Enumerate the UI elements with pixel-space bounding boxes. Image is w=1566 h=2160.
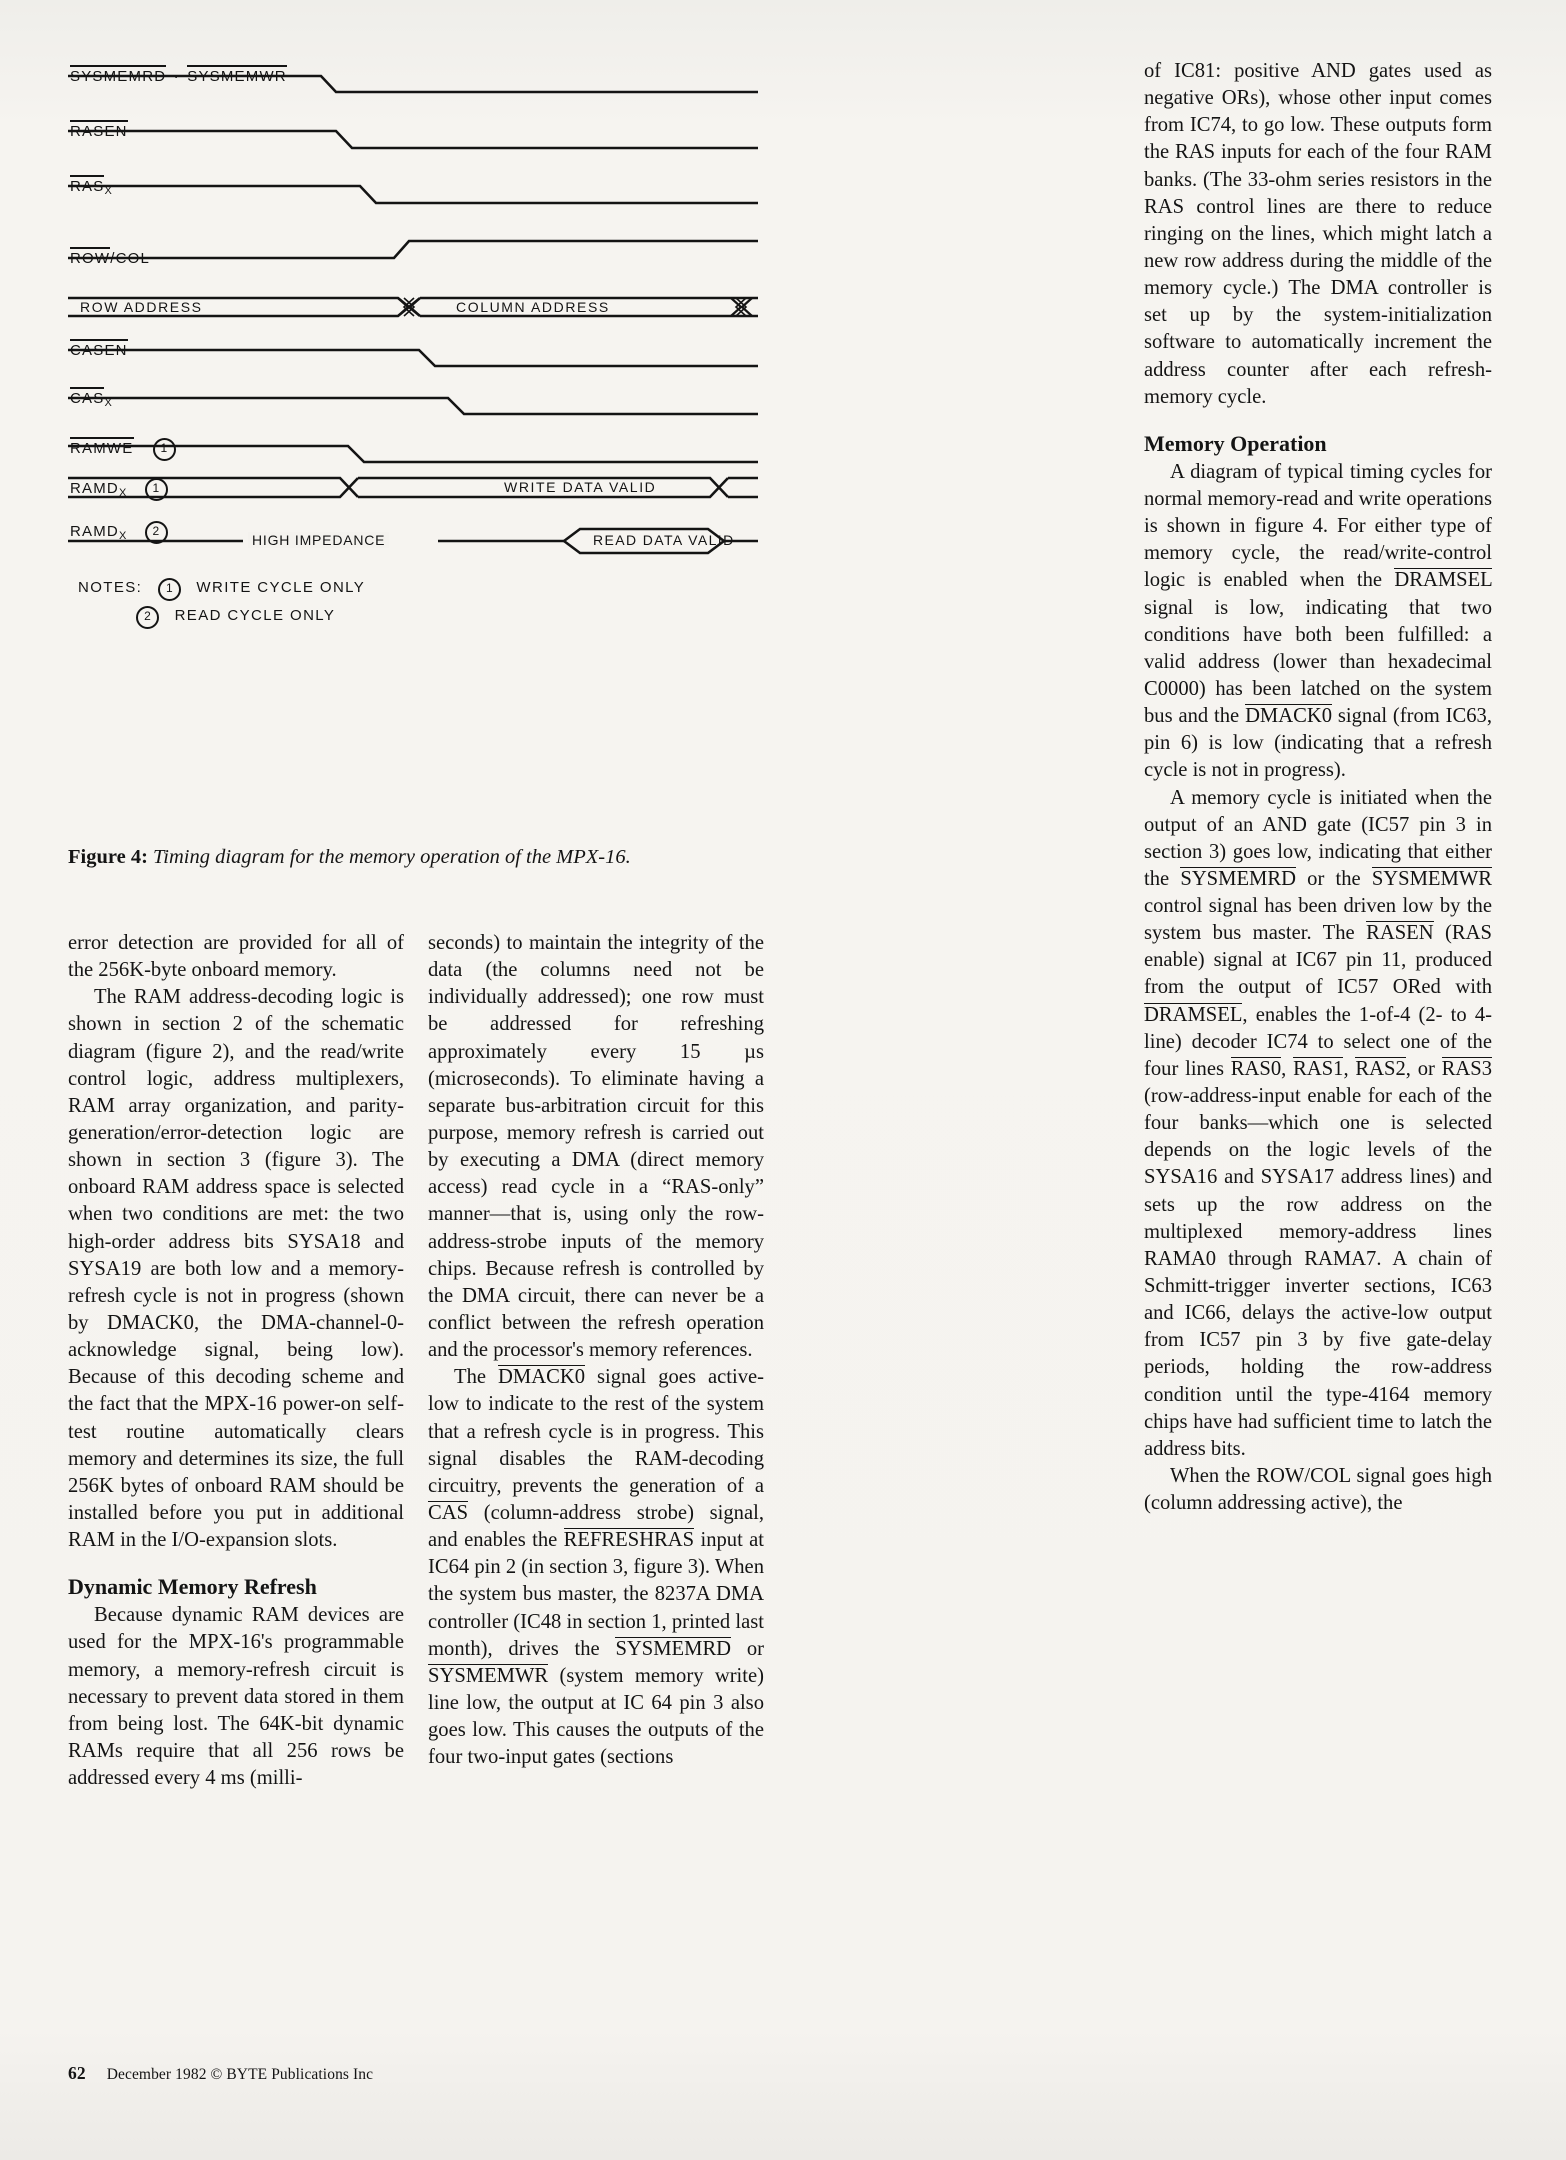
section-heading-memory-operation: Memory Operation: [1144, 430, 1327, 456]
notes-line-1: [78, 578, 365, 601]
paragraph: of IC81: positive AND gates used as negative ORs), whose other input comes from IC74, to go low. These outputs form the RAS inputs for each of the four RAM banks. (The 33-ohm series resistors in the RAS control lines are there to reduce ringing on the lines, which might latch a new row address during the middle of the memory cycle.) The DMA controller is set up by the system-initialization software to automatically increment the address counter after each refresh-memory cycle.: [1144, 60, 1492, 408]
page-number: 62: [68, 2063, 86, 2083]
column-left: [68, 930, 404, 1792]
data-label-write-valid: WRITE DATA VALID: [504, 479, 657, 495]
signal-label-sysmem: SYSMEMRD · SYSMEMWR: [70, 68, 287, 85]
paragraph: When the ROW/COL signal goes high (column addressing active), the: [1144, 1465, 1492, 1515]
paragraph: A diagram of typical timing cycles for normal memory-read and write operations is shown in figure 4. For either type of memory cycle, the read/write-control logic is enabled when the DRAMSEL signal is low, indicating that two conditions have both been fulfilled: a valid address (lower than hexadecimal C0000) has been latched on the system bus and the DMACK0 signal (from IC63, pin 6) is low (indicating that a refresh cycle is not in progress).: [1144, 460, 1492, 782]
paragraph: seconds) to maintain the integrity of the data (the columns need not be individually addressed); one row must be addressed for refreshing approximately every 15 µs (microseconds). To eliminate having a separate bus-arbitration circuit for this purpose, memory refresh is carried out by executing a DMA (direct memory access) read cycle in a “RAS-only” manner—that is, using only the row-address-strobe inputs of the memory chips. Because refresh is controlled by the DMA circuit, there can never be a conflict between the refresh operation and the processor's memory references.: [428, 932, 764, 1362]
section-heading-dynamic-memory-refresh: Dynamic Memory Refresh: [68, 1574, 317, 1600]
signal-label-rasx: $RAS_X$: [70, 178, 113, 197]
note-text-2: READ CYCLE ONLY: [174, 607, 336, 624]
signal-label-rowcol: ROW/COL: [70, 250, 150, 267]
page-footer: [68, 2063, 373, 2084]
note-marker-1b: 1: [145, 478, 168, 501]
column-right: [1144, 58, 1492, 1517]
paragraph: The DMACK0 signal goes active-low to indicate to the rest of the system that a refresh cycle is in progress. This signal disables the RAM-decoding circuitry, prevents the generation of a CAS (column-address strobe) signal, and enables the REFRESHRAS input at IC64 pin 2 (in section 3, figure 3). When the system bus master, the 8237A DMA controller (IC48 in section 1, printed last month), drives the SYSMEMRD or SYSMEMWR (system memory write) line low, the output at IC 64 pin 3 also goes low. This causes the outputs of the four two-input gates (sections: [428, 1366, 765, 1769]
signal-label-ramdx-read: $RAMD_X$ 2: [70, 521, 168, 544]
figure-caption: [68, 845, 768, 871]
column-middle: [428, 930, 764, 1771]
signal-label-ramdx-write: $RAMD_X$ 1: [70, 478, 168, 501]
figure-caption-text: Timing diagram for the memory operation of the MPX-16.: [153, 846, 631, 868]
paragraph: error detection are provided for all of the 256K-byte onboard memory.: [68, 932, 404, 982]
note-marker-item-2: 2: [136, 606, 159, 629]
figure-number: Figure 4:: [68, 846, 148, 868]
timing-diagram-figure: [68, 58, 758, 858]
note-marker-item-1: 1: [158, 578, 181, 601]
data-label-read-valid: READ DATA VALID: [593, 532, 735, 548]
imprint: December 1982 © BYTE Publications Inc: [106, 2066, 374, 2083]
paragraph: Because dynamic RAM devices are used for the MPX-16's programmable memory, a memory-refresh circuit is necessary to prevent data stored in them from being lost. The 64K-bit dynamic RAMs require that all 256 rows be addressed every 4 ms (milli-: [68, 1604, 404, 1790]
note-marker-2: 2: [145, 521, 168, 544]
note-marker-1: 1: [153, 438, 176, 461]
bus-label-row-address: ROW ADDRESS: [80, 299, 203, 315]
bus-label-column-address: COLUMN ADDRESS: [456, 299, 610, 315]
signal-label-casen: CASEN: [70, 342, 128, 359]
notes-label: NOTES:: [78, 579, 143, 596]
signal-label-rasen: RASEN: [70, 123, 128, 140]
hiz-label: HIGH IMPEDANCE: [248, 532, 389, 548]
note-text-1: WRITE CYCLE ONLY: [196, 579, 366, 596]
paragraph: A memory cycle is initiated when the output of an AND gate (IC57 pin 3 in section 3) goes low, indicating that either the SYSMEMRD or the SYSMEMWR control signal has been driven low by the system bus master. The RASEN (RAS enable) signal at IC67 pin 11, produced from the output of IC57 ORed with DRAMSEL, enables the 1-of-4 (2- to 4-line) decoder IC74 to select one of the four lines RAS0, RAS1, RAS2, or RAS3 (row-address-input enable for each of the four banks—which one is selected depends on the logic levels of the SYSA16 and SYSA17 address lines) and sets up the row address on the multiplexed memory-address lines RAMA0 through RAMA7. A chain of Schmitt-trigger inverter sections, IC63 and IC66, delays the active-low output from IC57 pin 3 by five gate-delay periods, holding the row-address condition until the type-4164 memory chips have had sufficient time to latch the address bits.: [1144, 786, 1492, 1460]
notes-line-2: [136, 606, 335, 629]
signal-label-casx: $CAS_X$: [70, 390, 113, 409]
signal-label-ramwe: RAMWE 1: [70, 438, 176, 461]
paragraph: The RAM address-decoding logic is shown in section 2 of the schematic diagram (figure 2), and the read/write control logic, address multiplexers, RAM array organization, and parity-generation/error-detection logic are shown in section 3 (figure 3). The onboard RAM address space is selected when two conditions are met: the two high-order address bits SYSA18 and SYSA19 are both low and a memory-refresh cycle is not in progress (shown by DMACK0, the DMA-channel-0-acknowledge signal, being low). Because of this decoding scheme and the fact that the MPX-16 power-on self-test routine automatically clears memory and determines its size, the full 256K bytes of onboard RAM should be installed before you put in additional RAM in the I/O-expansion slots.: [68, 986, 404, 1552]
